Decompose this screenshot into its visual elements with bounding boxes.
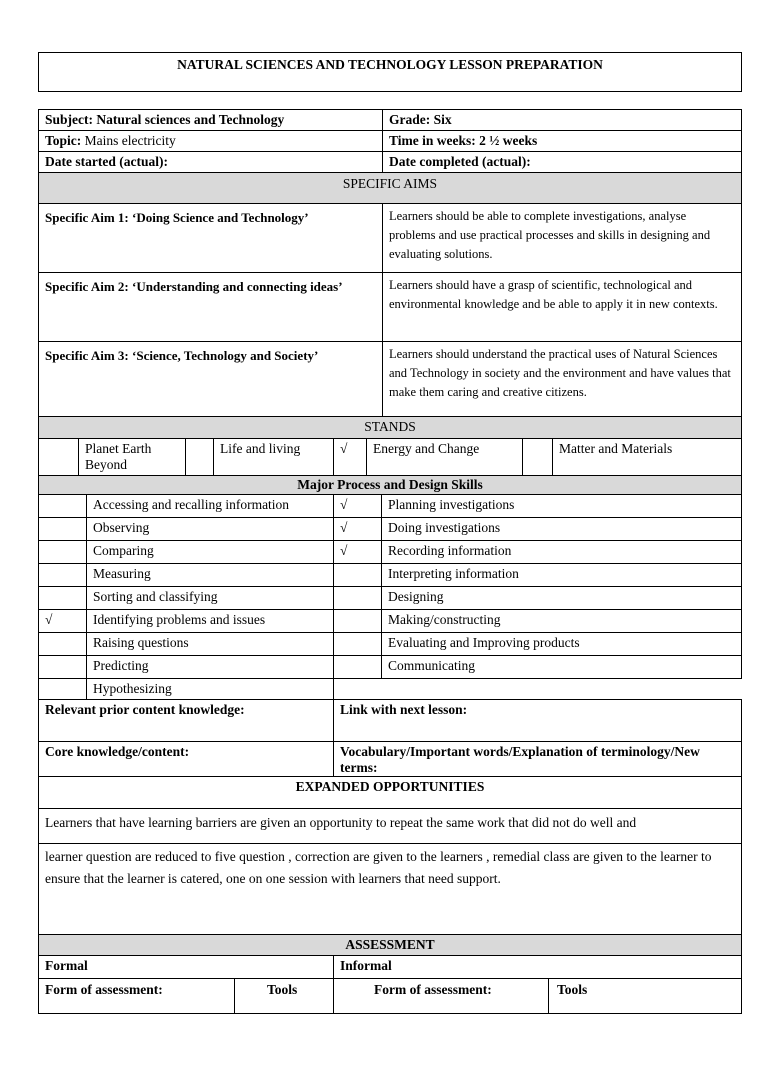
skill-row-6-left: Identifying problems and issues [86,609,334,633]
strand-2-label: Life and living [213,438,334,476]
skill-row-4-lcheck [38,563,87,587]
skill-row-8-rcheck [333,655,382,679]
formal-cell: Formal [38,955,334,979]
skill-row-5-lcheck [38,586,87,610]
aim-3-text: Learners should understand the practical uses of Natural Sciences and Technology in society and the environment and have values that make them caring and creative citizens. [382,341,742,417]
skill-row-4-rcheck [333,563,382,587]
topic-value: Mains electricity [84,133,176,148]
skill-row-7-right: Evaluating and Improving products [381,632,742,656]
skill-row-9-lcheck [38,678,87,700]
skill-row-4-right: Interpreting information [381,563,742,587]
strand-4-label: Matter and Materials [552,438,742,476]
topic-label: Topic: [45,133,82,148]
date-completed: Date completed (actual): [382,151,742,173]
skill-row-7-rcheck [333,632,382,656]
next-lesson-link-cell: Link with next lesson: [333,699,742,742]
skill-row-1-rcheck: √ [333,494,382,518]
skill-row-1-left: Accessing and recalling information [86,494,334,518]
subject-value: Natural sciences and Technology [96,112,285,127]
aim-2-label: Specific Aim 2: ‘Understanding and connecting ideas’ [38,272,383,342]
prior-knowledge-cell: Relevant prior content knowledge: [38,699,334,742]
skill-row-2-left: Observing [86,517,334,541]
informal-cell: Informal [333,955,742,979]
expanded-text-1: Learners that have learning barriers are given an opportunity to repeat the same work that did not do well and [38,808,742,844]
skill-row-5-right: Designing [381,586,742,610]
core-knowledge-cell: Core knowledge/content: [38,741,334,777]
skill-row-7-left: Raising questions [86,632,334,656]
assessment-header: ASSESSMENT [38,934,742,956]
skill-row-7-lcheck [38,632,87,656]
skill-row-9-left: Hypothesizing [86,678,334,700]
skill-row-3-right: Recording information [381,540,742,564]
formal-tools: Tools [234,978,334,1014]
skills-header: Major Process and Design Skills [38,475,742,495]
skill-row-3-rcheck: √ [333,540,382,564]
grade-label: Grade: [389,112,431,127]
skill-row-6-rcheck [333,609,382,633]
skill-row-2-right: Doing investigations [381,517,742,541]
expanded-opportunities-header: EXPANDED OPPORTUNITIES [38,776,742,809]
topic-cell [38,130,383,152]
skill-row-8-left: Predicting [86,655,334,679]
expanded-text-2: learner question are reduced to five question , correction are given to the learners , remedial class are given to the learner to ensure that the learner is catered, one on one session with learners that need support. [38,843,742,935]
aim-1-label: Specific Aim 1: ‘Doing Science and Technology’ [38,203,383,273]
skill-row-1-right: Planning investigations [381,494,742,518]
skill-row-5-left: Sorting and classifying [86,586,334,610]
page-title: NATURAL SCIENCES AND TECHNOLOGY LESSON PREPARATION [38,52,742,92]
strands-header: STANDS [38,416,742,439]
grade-cell [382,109,742,131]
time-label: Time in weeks: [389,133,476,148]
informal-form-of-assessment: Form of assessment: [333,978,549,1014]
skill-row-8-right: Communicating [381,655,742,679]
skill-row-6-lcheck: √ [38,609,87,633]
subject-cell [38,109,383,131]
skill-row-3-lcheck [38,540,87,564]
strand-2-check [185,438,214,476]
skill-row-8-lcheck [38,655,87,679]
specific-aims-header: SPECIFIC AIMS [38,172,742,204]
skill-row-6-right: Making/constructing [381,609,742,633]
aim-2-text: Learners should have a grasp of scientific, technological and environmental knowledge and be able to apply it in new contexts. [382,272,742,342]
skill-row-2-rcheck: √ [333,517,382,541]
strand-1-label: Planet Earth Beyond [78,438,186,476]
skill-row-2-lcheck [38,517,87,541]
aim-3-label: Specific Aim 3: ‘Science, Technology and Society’ [38,341,383,417]
grade-value: Six [433,112,452,127]
strand-3-check: √ [333,438,367,476]
aim-1-text: Learners should be able to complete investigations, analyse problems and use practical processes and skills in designing and evaluating solutions. [382,203,742,273]
skill-row-5-rcheck [333,586,382,610]
formal-form-of-assessment: Form of assessment: [38,978,235,1014]
informal-tools: Tools [548,978,742,1014]
time-value: 2 ½ weeks [479,133,538,148]
skill-row-3-left: Comparing [86,540,334,564]
date-started: Date started (actual): [38,151,383,173]
vocabulary-cell: Vocabulary/Important words/Explanation of terminology/New terms: [333,741,742,777]
strand-4-check [522,438,553,476]
skill-row-1-lcheck [38,494,87,518]
time-cell [382,130,742,152]
strand-1-check [38,438,79,476]
skill-row-4-left: Measuring [86,563,334,587]
strand-3-label: Energy and Change [366,438,523,476]
subject-label: Subject: [45,112,93,127]
